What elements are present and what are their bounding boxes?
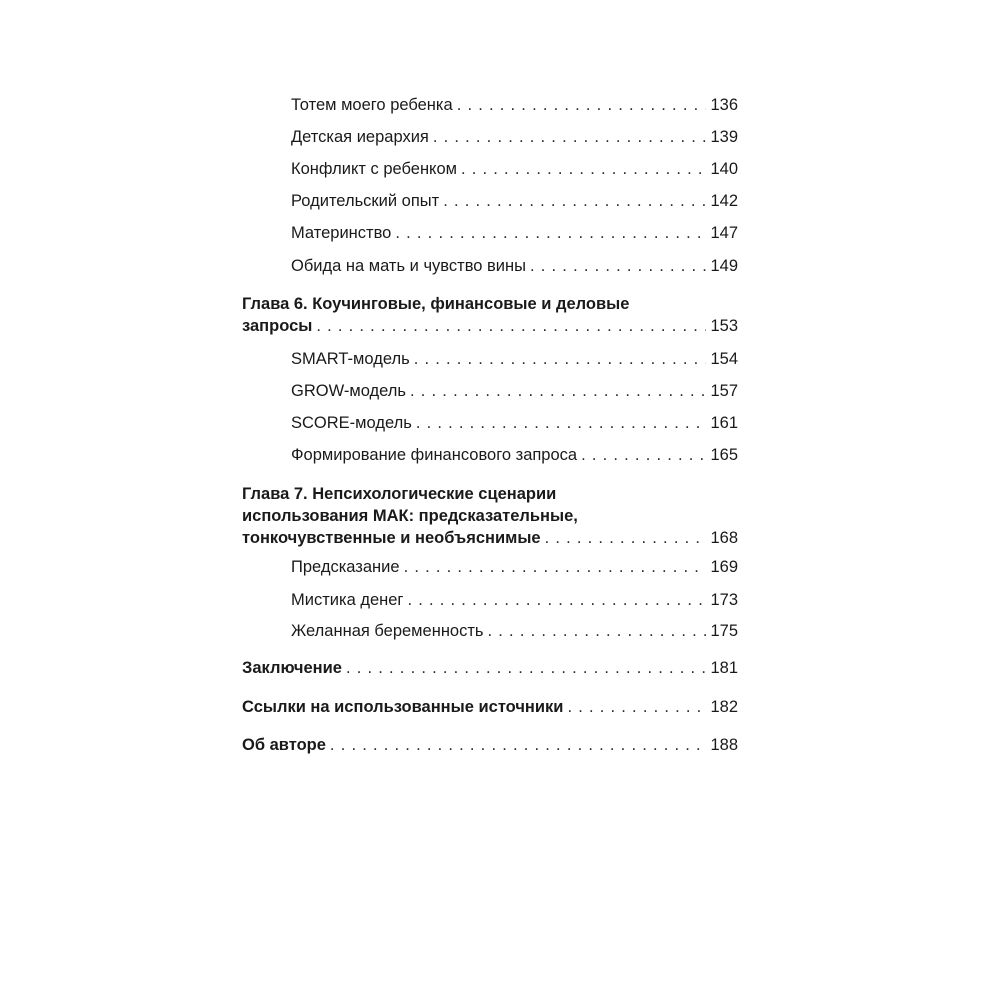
toc-chapter-7[interactable]	[242, 483, 738, 549]
dot-leader	[407, 589, 706, 611]
toc-entry-title: Формирование финансового запроса	[291, 446, 578, 464]
toc-entry-title: GROW-модель	[291, 382, 406, 400]
toc-entry-title: Материнство	[291, 224, 392, 242]
chapter-title-line: запросы	[242, 317, 313, 335]
toc-page-number: 168	[710, 529, 738, 547]
toc-entry-title: Тотем моего ребенка	[291, 96, 453, 114]
dot-leader	[461, 158, 706, 180]
toc-page-number: 136	[710, 96, 738, 114]
toc-entry-score-model[interactable]	[291, 412, 738, 434]
toc-page-number: 139	[710, 128, 738, 146]
toc-entry-title: Ссылки на использованные источники	[242, 698, 564, 716]
toc-chapter-6[interactable]	[242, 293, 738, 337]
toc-entry-prediction[interactable]	[291, 556, 738, 578]
chapter-title-line: Глава 7. Непсихологические сценарии	[242, 485, 557, 503]
toc-entry-references[interactable]	[242, 696, 738, 718]
dot-leader	[457, 94, 707, 116]
toc-entry-title: Конфликт с ребенком	[291, 160, 457, 178]
toc-page-number: 181	[710, 659, 738, 677]
toc-entry-title: Детская иерархия	[291, 128, 429, 146]
toc-entry-title: Желанная беременность	[291, 622, 484, 640]
dot-leader	[316, 315, 706, 337]
toc-entry-title: Обида на мать и чувство вины	[291, 257, 526, 275]
dot-leader	[433, 126, 707, 148]
dot-leader	[443, 190, 706, 212]
dot-leader	[567, 696, 706, 718]
toc-page-number: 142	[710, 192, 738, 210]
toc-entry-money-mystic[interactable]	[291, 589, 738, 611]
toc-page-number: 157	[710, 382, 738, 400]
toc-page-number: 188	[710, 736, 738, 754]
toc-page-number: 175	[710, 622, 738, 640]
toc-page-number: 140	[710, 160, 738, 178]
toc-entry-title: Об авторе	[242, 736, 326, 754]
dot-leader	[410, 380, 706, 402]
toc-entry-title: SCORE-модель	[291, 414, 412, 432]
chapter-title-line: Глава 6. Коучинговые, финансовые и деловые	[242, 295, 630, 313]
toc-entry-title: Заключение	[242, 659, 342, 677]
dot-leader	[404, 556, 707, 578]
toc-entry-title: SMART-модель	[291, 350, 410, 368]
toc-entry-financial-request[interactable]	[291, 444, 738, 466]
dot-leader	[330, 734, 707, 756]
toc-page-number: 153	[710, 317, 738, 335]
toc-entry-about-author[interactable]	[242, 734, 738, 756]
toc-entry-grow-model[interactable]	[291, 380, 738, 402]
toc-page-number: 161	[710, 414, 738, 432]
toc-page-number: 149	[710, 257, 738, 275]
chapter-title-line: тонкочувственные и необъяснимые	[242, 529, 541, 547]
toc-entry-conflict[interactable]	[291, 158, 738, 180]
toc-page-number: 169	[710, 558, 738, 576]
toc-entry-hierarchy[interactable]	[291, 126, 738, 148]
dot-leader	[395, 222, 706, 244]
dot-leader	[414, 348, 707, 370]
toc-page-number: 173	[710, 591, 738, 609]
dot-leader	[488, 620, 707, 642]
dot-leader	[545, 527, 707, 549]
toc-page-number: 147	[710, 224, 738, 242]
toc-entry-totem[interactable]	[291, 94, 738, 116]
toc-entry-parent-experience[interactable]	[291, 190, 738, 212]
dot-leader	[581, 444, 706, 466]
toc-page-number: 182	[710, 698, 738, 716]
toc-entry-conclusion[interactable]	[242, 657, 738, 679]
table-of-contents	[242, 0, 738, 1000]
toc-entry-resentment[interactable]	[291, 255, 738, 277]
dot-leader	[416, 412, 707, 434]
toc-page-number: 154	[710, 350, 738, 368]
toc-entry-pregnancy[interactable]	[291, 620, 738, 642]
toc-entry-title: Предсказание	[291, 558, 400, 576]
toc-entry-motherhood[interactable]	[291, 222, 738, 244]
chapter-title-line: использования МАК: предсказательные,	[242, 507, 578, 525]
toc-entry-title: Мистика денег	[291, 591, 404, 609]
toc-entry-title: Родительский опыт	[291, 192, 440, 210]
toc-entry-smart-model[interactable]	[291, 348, 738, 370]
dot-leader	[346, 657, 707, 679]
toc-page-number: 165	[710, 446, 738, 464]
dot-leader	[530, 255, 706, 277]
